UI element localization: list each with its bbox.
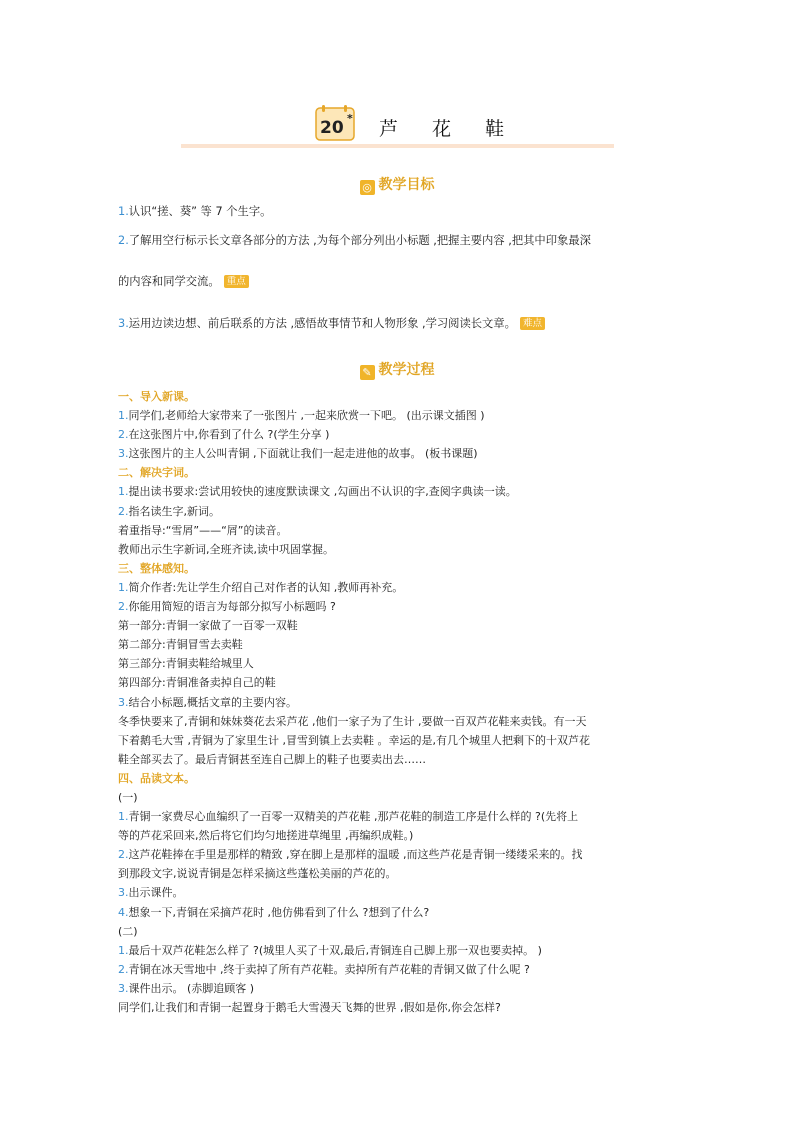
process-line: 2.青铜在冰天雪地中 ,终于卖掉了所有芦花鞋。卖掉所有芦花鞋的青铜又做了什么呢 ?	[118, 962, 530, 976]
process-line: 1.最后十双芦花鞋怎么样了 ?(城里人买了十双,最后,青铜连自己脚上那一双也要卖掉。 )	[118, 943, 542, 957]
process-text: 这张图片的主人公叫青铜 ,下面就让我们一起走进他的故事。 (板书课题)	[128, 447, 478, 461]
difficulty-tag: 难点	[520, 317, 545, 330]
goal-text: 的内容和同学交流。	[118, 275, 220, 288]
process-text: 青铜在冰天雪地中 ,终于卖掉了所有芦花鞋。卖掉所有芦花鞋的青铜又做了什么呢 ?	[128, 962, 530, 976]
process-text: 青铜一家费尽心血编织了一百零一双精美的芦花鞋 ,那芦花鞋的制造工序是什么样的 ?(先将上	[128, 810, 579, 824]
process-text: 在这张图片中,你看到了什么 ?(学生分享 )	[128, 428, 330, 442]
goal-number: 3	[118, 317, 126, 330]
process-text: 这芦花鞋捧在手里是那样的精致 ,穿在脚上是那样的温暖 ,而这些芦花是青铜一缕缕采来的。找	[128, 848, 583, 862]
process-text: 鞋全部买去了。最后青铜甚至连自己脚上的鞋子也要卖出去……	[118, 752, 426, 766]
step-number: 2	[118, 428, 125, 442]
process-text: 简介作者:先让学生介绍自己对作者的认知 ,教师再补充。	[128, 580, 404, 594]
process-line: 3.课件出示。 (赤脚追顾客 )	[118, 981, 255, 995]
process-line	[118, 540, 678, 559]
process-text: 课件出示。 (赤脚追顾客 )	[128, 981, 255, 995]
process-line	[118, 826, 678, 845]
process-line: 1.简介作者:先让学生介绍自己对作者的认知 ,教师再补充。	[118, 580, 404, 594]
process-text: 结合小标题,概括文章的主要内容。	[128, 695, 297, 709]
process-text: 同学们,老师给大家带来了一张图片 ,一起来欣赏一下吧。 (出示课文插图 )	[128, 409, 485, 423]
key-point-tag: 重点	[224, 275, 249, 288]
process-text: 提出读书要求:尝试用较快的速度默读课文 ,勾画出不认识的字,查阅字典读一读。	[128, 485, 517, 499]
process-line	[118, 673, 678, 692]
step-number: 1	[118, 409, 125, 423]
goal-text: 了解用空行标示长文章各部分的方法 ,为每个部分列出小标题 ,把握主要内容 ,把其中印象最深	[128, 234, 591, 247]
step-number: 4	[118, 905, 125, 919]
process-text: 同学们,让我们和青铜一起置身于鹅毛大雪漫天飞舞的世界 ,假如是你,你会怎样?	[118, 1001, 501, 1014]
subsection-heading	[118, 559, 678, 578]
process-heading-text: 教学过程	[378, 362, 435, 378]
step-number: 2	[118, 504, 125, 518]
process-line	[118, 922, 678, 941]
process-text: 第四部分:青铜准备卖掉自己的鞋	[118, 676, 276, 690]
goals-heading	[0, 174, 794, 195]
step-number: 2	[118, 848, 125, 862]
lesson-header	[181, 100, 614, 152]
process-text: 到那段文字,说说青铜是怎样采摘这些蓬松美丽的芦花的。	[118, 867, 397, 881]
target-icon: ◎	[360, 180, 375, 195]
process-text: 你能用简短的语言为每部分拟写小标题吗 ?	[128, 600, 336, 614]
step-number: 1	[118, 580, 125, 594]
subsection-heading	[118, 463, 678, 482]
process-line	[118, 864, 678, 883]
process-line	[118, 788, 678, 807]
subsection-title: 四、品读文本。	[118, 771, 195, 785]
step-number: 3	[118, 981, 125, 995]
step-number: 2	[118, 600, 125, 614]
process-line: 2.你能用简短的语言为每部分拟写小标题吗 ?	[118, 600, 336, 614]
subsection-heading	[118, 387, 678, 406]
process-text: 最后十双芦花鞋怎么样了 ?(城里人买了十双,最后,青铜连自己脚上那一双也要卖掉。 )	[128, 943, 542, 957]
process-text: 教师出示生字新词,全班齐读,读中巩固掌握。	[118, 542, 334, 556]
subsection-title: 一、导入新课。	[118, 390, 195, 403]
process-text: 着重指导:“雪屑”——“屑”的读音。	[118, 523, 288, 537]
process-line	[118, 712, 678, 731]
goal-number: 1	[118, 205, 126, 218]
process-line	[118, 616, 678, 635]
process-text: (一)	[118, 790, 138, 804]
process-line: 2.在这张图片中,你看到了什么 ?(学生分享 )	[118, 428, 330, 442]
process-line: 3.这张图片的主人公叫青铜 ,下面就让我们一起走进他的故事。 (板书课题)	[118, 447, 478, 461]
lesson-number: 20	[320, 118, 344, 138]
process-line	[118, 635, 678, 654]
process-text: 指名读生字,新词。	[128, 504, 220, 518]
process-line	[118, 654, 678, 673]
process-text: 第二部分:青铜冒雪去卖鞋	[118, 638, 243, 652]
goal-item: 3.运用边读边想、前后联系的方法 ,感悟故事情节和人物形象 ,学习阅读长文章。 难点	[118, 315, 688, 331]
process-line: 3.结合小标题,概括文章的主要内容。	[118, 695, 297, 709]
process-text: 第三部分:青铜卖鞋给城里人	[118, 657, 254, 671]
process-heading	[0, 359, 794, 380]
subsection-title: 二、解决字词。	[118, 466, 195, 480]
subsection-heading	[118, 769, 678, 788]
step-number: 1	[118, 485, 125, 499]
process-line	[118, 750, 678, 769]
goal-text: 认识“搓、葵” 等 7 个生字。	[128, 205, 272, 218]
goals-heading-text: 教学目标	[378, 177, 435, 193]
goal-number: 2	[118, 234, 126, 247]
goal-item: 1.认识“搓、葵” 等 7 个生字。	[118, 205, 272, 218]
step-number: 3	[118, 695, 125, 709]
process-text: 想象一下,青铜在采摘芦花时 ,他仿佛看到了什么 ?想到了什么?	[128, 905, 430, 919]
step-number: 3	[118, 447, 125, 461]
step-number: 2	[118, 962, 125, 976]
process-line	[118, 998, 678, 1017]
process-line: 2.指名读生字,新词。	[118, 504, 220, 518]
process-content	[118, 387, 678, 1017]
process-text: 出示课件。	[128, 886, 184, 900]
process-text: (二)	[118, 924, 138, 938]
process-text: 等的芦花采回来,然后将它们均匀地搓进草绳里 ,再编织成鞋。)	[118, 829, 414, 843]
goal-item: 2.了解用空行标示长文章各部分的方法 ,为每个部分列出小标题 ,把握主要内容 ,把其中印象最深	[118, 234, 591, 247]
process-line: 1.青铜一家费尽心血编织了一百零一双精美的芦花鞋 ,那芦花鞋的制造工序是什么样的 ?(先将上	[118, 810, 579, 824]
process-line: 2.这芦花鞋捧在手里是那样的精致 ,穿在脚上是那样的温暖 ,而这些芦花是青铜一缕缕采来的。找	[118, 848, 583, 862]
goal-item-continued	[118, 273, 688, 289]
process-text: 第一部分:青铜一家做了一百零一双鞋	[118, 619, 298, 633]
process-line	[118, 731, 678, 750]
goal-text: 运用边读边想、前后联系的方法 ,感悟故事情节和人物形象 ,学习阅读长文章。	[128, 317, 516, 330]
title-underline	[181, 144, 614, 148]
step-number: 1	[118, 943, 125, 957]
calendar-badge-icon	[314, 104, 358, 142]
process-line: 3.出示课件。	[118, 886, 184, 900]
step-number: 3	[118, 886, 125, 900]
process-line: 1.同学们,老师给大家带来了一张图片 ,一起来欣赏一下吧。 (出示课文插图 )	[118, 409, 485, 423]
lesson-star: *	[347, 112, 353, 125]
step-number: 1	[118, 810, 125, 824]
pencil-icon: ✎	[360, 365, 375, 380]
lesson-title: 芦 花 鞋	[379, 118, 519, 140]
process-text: 冬季快要来了,青铜和妹妹葵花去采芦花 ,他们一家子为了生计 ,要做一百双芦花鞋来卖钱。有一天	[118, 714, 587, 728]
process-line: 1.提出读书要求:尝试用较快的速度默读课文 ,勾画出不认识的字,查阅字典读一读。	[118, 485, 517, 499]
process-text: 下着鹅毛大雪 ,青铜为了家里生计 ,冒雪到镇上去卖鞋 。幸运的是,有几个城里人把剩下的十双芦花	[118, 733, 590, 747]
subsection-title: 三、整体感知。	[118, 561, 195, 575]
process-line	[118, 521, 678, 540]
process-line: 4.想象一下,青铜在采摘芦花时 ,他仿佛看到了什么 ?想到了什么?	[118, 905, 430, 919]
